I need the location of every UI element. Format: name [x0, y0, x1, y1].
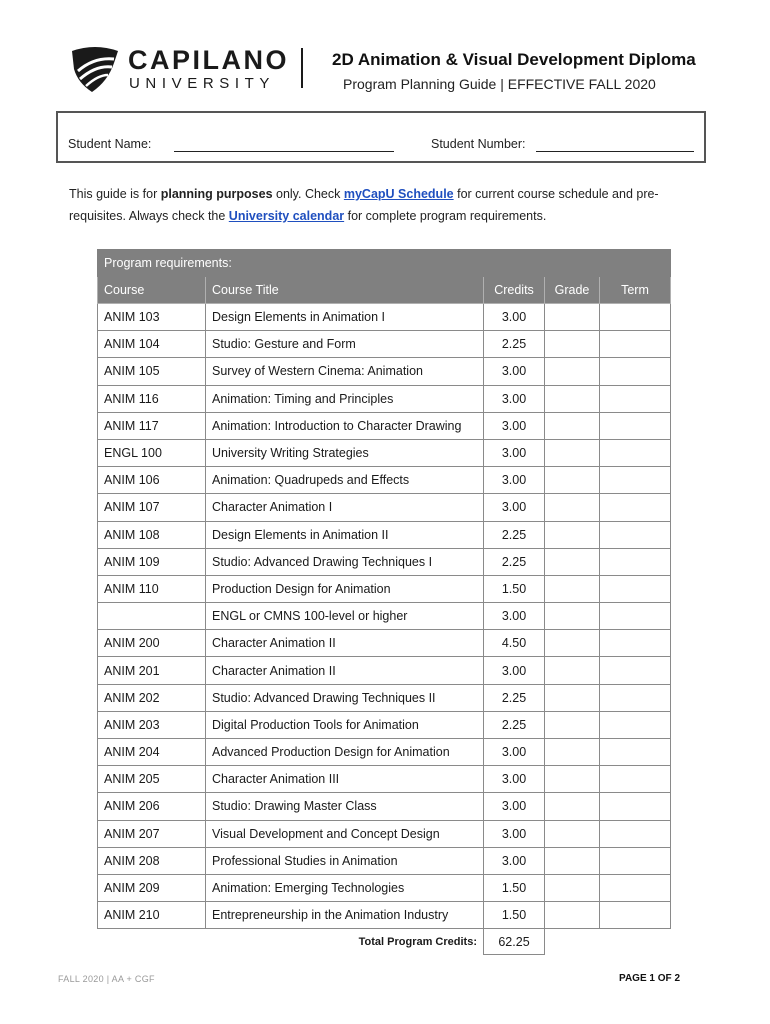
intro-text: only. Check — [272, 187, 344, 201]
credits-cell: 3.00 — [484, 847, 545, 874]
course-title-cell: Studio: Advanced Drawing Techniques II — [206, 684, 484, 711]
grade-cell[interactable] — [545, 494, 600, 521]
table-row — [98, 603, 671, 630]
course-cell: ANIM 106 — [98, 467, 206, 494]
table-row — [98, 439, 671, 466]
course-title-cell: Survey of Western Cinema: Animation — [206, 358, 484, 385]
grade-cell[interactable] — [545, 385, 600, 412]
course-cell: ANIM 202 — [98, 684, 206, 711]
course-title-cell: Entrepreneurship in the Animation Industry — [206, 902, 484, 929]
table-row — [98, 630, 671, 657]
grade-cell[interactable] — [545, 467, 600, 494]
table-row — [98, 548, 671, 575]
credits-cell: 2.25 — [484, 521, 545, 548]
grade-cell[interactable] — [545, 711, 600, 738]
table-row — [98, 820, 671, 847]
header-course: Course — [98, 277, 206, 304]
grade-cell[interactable] — [545, 603, 600, 630]
course-cell: ANIM 204 — [98, 739, 206, 766]
intro-bold-text: planning purposes — [160, 187, 273, 201]
course-title-cell: Studio: Gesture and Form — [206, 331, 484, 358]
course-cell: ANIM 206 — [98, 793, 206, 820]
grade-cell[interactable] — [545, 439, 600, 466]
term-cell[interactable] — [600, 793, 671, 820]
table-row — [98, 847, 671, 874]
term-cell[interactable] — [600, 902, 671, 929]
credits-cell: 3.00 — [484, 494, 545, 521]
credits-cell: 3.00 — [484, 793, 545, 820]
header-grade: Grade — [545, 277, 600, 304]
course-title-cell: Animation: Emerging Technologies — [206, 874, 484, 901]
grade-cell[interactable] — [545, 412, 600, 439]
course-title-cell: Design Elements in Animation I — [206, 304, 484, 331]
term-cell[interactable] — [600, 847, 671, 874]
term-cell[interactable] — [600, 467, 671, 494]
table-row — [98, 467, 671, 494]
page-word: PAGE — [619, 973, 647, 984]
credits-cell: 3.00 — [484, 467, 545, 494]
header-term: Term — [600, 277, 671, 304]
grade-cell[interactable] — [545, 630, 600, 657]
grade-cell[interactable] — [545, 684, 600, 711]
term-cell[interactable] — [600, 412, 671, 439]
term-cell[interactable] — [600, 657, 671, 684]
intro-text: This guide is for — [69, 187, 161, 201]
table-row — [98, 385, 671, 412]
header-course-title: Course Title — [206, 277, 484, 304]
term-cell[interactable] — [600, 711, 671, 738]
course-cell: ANIM 208 — [98, 847, 206, 874]
course-title-cell: Advanced Production Design for Animation — [206, 739, 484, 766]
grade-cell[interactable] — [545, 657, 600, 684]
credits-cell: 4.50 — [484, 630, 545, 657]
term-cell[interactable] — [600, 439, 671, 466]
credits-cell: 2.25 — [484, 684, 545, 711]
table-row — [98, 711, 671, 738]
course-title-cell: Studio: Drawing Master Class — [206, 793, 484, 820]
student-number-label: Student Number: — [431, 137, 526, 151]
course-cell: ANIM 210 — [98, 902, 206, 929]
table-row — [98, 684, 671, 711]
course-cell: ANIM 207 — [98, 820, 206, 847]
term-cell[interactable] — [600, 331, 671, 358]
table-banner-row — [98, 250, 671, 277]
credits-cell: 3.00 — [484, 766, 545, 793]
course-cell: ANIM 203 — [98, 711, 206, 738]
table-row — [98, 766, 671, 793]
total-blank — [545, 929, 600, 955]
table-row — [98, 793, 671, 820]
course-title-cell: Animation: Timing and Principles — [206, 385, 484, 412]
table-row — [98, 331, 671, 358]
logo-wordmark-bottom: UNIVERSITY — [129, 75, 276, 92]
table-row — [98, 412, 671, 439]
page-total: 2 — [674, 973, 680, 984]
total-credits-label: Total Program Credits: — [358, 936, 477, 949]
course-cell: ANIM 107 — [98, 494, 206, 521]
table-row — [98, 575, 671, 602]
term-cell[interactable] — [600, 385, 671, 412]
course-title-cell: University Writing Strategies — [206, 439, 484, 466]
total-blank — [600, 929, 671, 955]
total-row — [98, 929, 671, 955]
course-title-cell: ENGL or CMNS 100-level or higher — [206, 603, 484, 630]
header-divider — [301, 48, 303, 88]
grade-cell[interactable] — [545, 874, 600, 901]
student-info-box — [56, 111, 706, 163]
term-cell[interactable] — [600, 684, 671, 711]
course-cell: ANIM 103 — [98, 304, 206, 331]
credits-cell: 3.00 — [484, 439, 545, 466]
credits-cell: 1.50 — [484, 874, 545, 901]
document-title: 2D Animation & Visual Development Diploma — [332, 50, 696, 69]
intro-text: for current course schedule and pre-requisites. Always check the — [69, 187, 659, 223]
grade-cell[interactable] — [545, 739, 600, 766]
course-cell: ENGL 100 — [98, 439, 206, 466]
grade-cell[interactable] — [545, 331, 600, 358]
course-title-cell: Studio: Advanced Drawing Techniques I — [206, 548, 484, 575]
grade-cell[interactable] — [545, 847, 600, 874]
course-cell: ANIM 117 — [98, 412, 206, 439]
table-row — [98, 739, 671, 766]
grade-cell[interactable] — [545, 766, 600, 793]
course-title-cell: Character Animation II — [206, 630, 484, 657]
credits-cell: 3.00 — [484, 820, 545, 847]
grade-cell[interactable] — [545, 548, 600, 575]
term-cell[interactable] — [600, 548, 671, 575]
term-cell[interactable] — [600, 575, 671, 602]
credits-cell: 3.00 — [484, 358, 545, 385]
credits-cell: 1.50 — [484, 575, 545, 602]
credits-cell: 3.00 — [484, 412, 545, 439]
course-cell: ANIM 209 — [98, 874, 206, 901]
program-requirements-table — [97, 249, 671, 955]
table-row — [98, 304, 671, 331]
credits-cell: 3.00 — [484, 603, 545, 630]
term-cell[interactable] — [600, 304, 671, 331]
table-row — [98, 521, 671, 548]
intro-text: for complete program requirements. — [344, 209, 547, 223]
course-cell: ANIM 201 — [98, 657, 206, 684]
student-number-field[interactable] — [536, 151, 694, 152]
term-cell[interactable] — [600, 874, 671, 901]
course-cell: ANIM 116 — [98, 385, 206, 412]
credits-cell: 3.00 — [484, 385, 545, 412]
course-title-cell: Animation: Introduction to Character Drawing — [206, 412, 484, 439]
term-cell[interactable] — [600, 766, 671, 793]
intro-paragraph — [69, 183, 689, 227]
page-indicator — [619, 973, 680, 984]
credits-cell: 1.50 — [484, 902, 545, 929]
logo-wordmark-top: CAPILANO — [128, 45, 289, 75]
course-cell: ANIM 110 — [98, 575, 206, 602]
term-cell[interactable] — [600, 358, 671, 385]
university-calendar-link[interactable]: University calendar — [228, 209, 345, 223]
grade-cell[interactable] — [545, 820, 600, 847]
course-title-cell: Digital Production Tools for Animation — [206, 711, 484, 738]
term-cell[interactable] — [600, 739, 671, 766]
table-header-row — [98, 277, 671, 304]
credits-cell: 3.00 — [484, 657, 545, 684]
course-cell: ANIM 205 — [98, 766, 206, 793]
term-cell[interactable] — [600, 820, 671, 847]
course-title-cell: Production Design for Animation — [206, 575, 484, 602]
course-title-cell: Design Elements in Animation II — [206, 521, 484, 548]
mycapu-schedule-link[interactable]: myCapU Schedule — [343, 187, 454, 201]
term-cell[interactable] — [600, 494, 671, 521]
table-row — [98, 494, 671, 521]
credits-cell: 2.25 — [484, 548, 545, 575]
credits-cell: 3.00 — [484, 739, 545, 766]
course-cell: ANIM 200 — [98, 630, 206, 657]
grade-cell[interactable] — [545, 304, 600, 331]
table-row — [98, 874, 671, 901]
footer-code: FALL 2020 | AA + CGF — [58, 974, 155, 984]
term-cell[interactable] — [600, 603, 671, 630]
course-title-cell: Character Animation II — [206, 657, 484, 684]
page-number: 1 — [649, 973, 655, 984]
course-cell: ANIM 108 — [98, 521, 206, 548]
term-cell[interactable] — [600, 630, 671, 657]
student-name-field[interactable] — [174, 151, 394, 152]
table-banner: Program requirements: — [98, 250, 671, 277]
university-logo — [70, 45, 310, 95]
grade-cell[interactable] — [545, 358, 600, 385]
table-body — [98, 304, 671, 929]
credits-cell: 2.25 — [484, 711, 545, 738]
table-row — [98, 657, 671, 684]
course-cell: ANIM 105 — [98, 358, 206, 385]
course-title-cell: Professional Studies in Animation — [206, 847, 484, 874]
course-title-cell: Character Animation III — [206, 766, 484, 793]
of-word: OF — [657, 973, 672, 984]
table-row — [98, 902, 671, 929]
table-row — [98, 358, 671, 385]
grade-cell[interactable] — [545, 793, 600, 820]
header-credits: Credits — [484, 277, 545, 304]
student-name-label: Student Name: — [68, 137, 152, 151]
grade-cell[interactable] — [545, 902, 600, 929]
credits-cell: 3.00 — [484, 304, 545, 331]
term-cell[interactable] — [600, 521, 671, 548]
course-cell: ANIM 109 — [98, 548, 206, 575]
course-cell: ANIM 104 — [98, 331, 206, 358]
document-subtitle: Program Planning Guide | EFFECTIVE FALL 2020 — [343, 76, 656, 92]
credits-cell: 2.25 — [484, 331, 545, 358]
grade-cell[interactable] — [545, 521, 600, 548]
shield-logo-icon — [70, 45, 120, 93]
course-title-cell: Character Animation I — [206, 494, 484, 521]
course-title-cell: Visual Development and Concept Design — [206, 820, 484, 847]
grade-cell[interactable] — [545, 575, 600, 602]
course-title-cell: Animation: Quadrupeds and Effects — [206, 467, 484, 494]
course-cell — [98, 603, 206, 630]
total-credits-value: 62.25 — [484, 929, 545, 955]
